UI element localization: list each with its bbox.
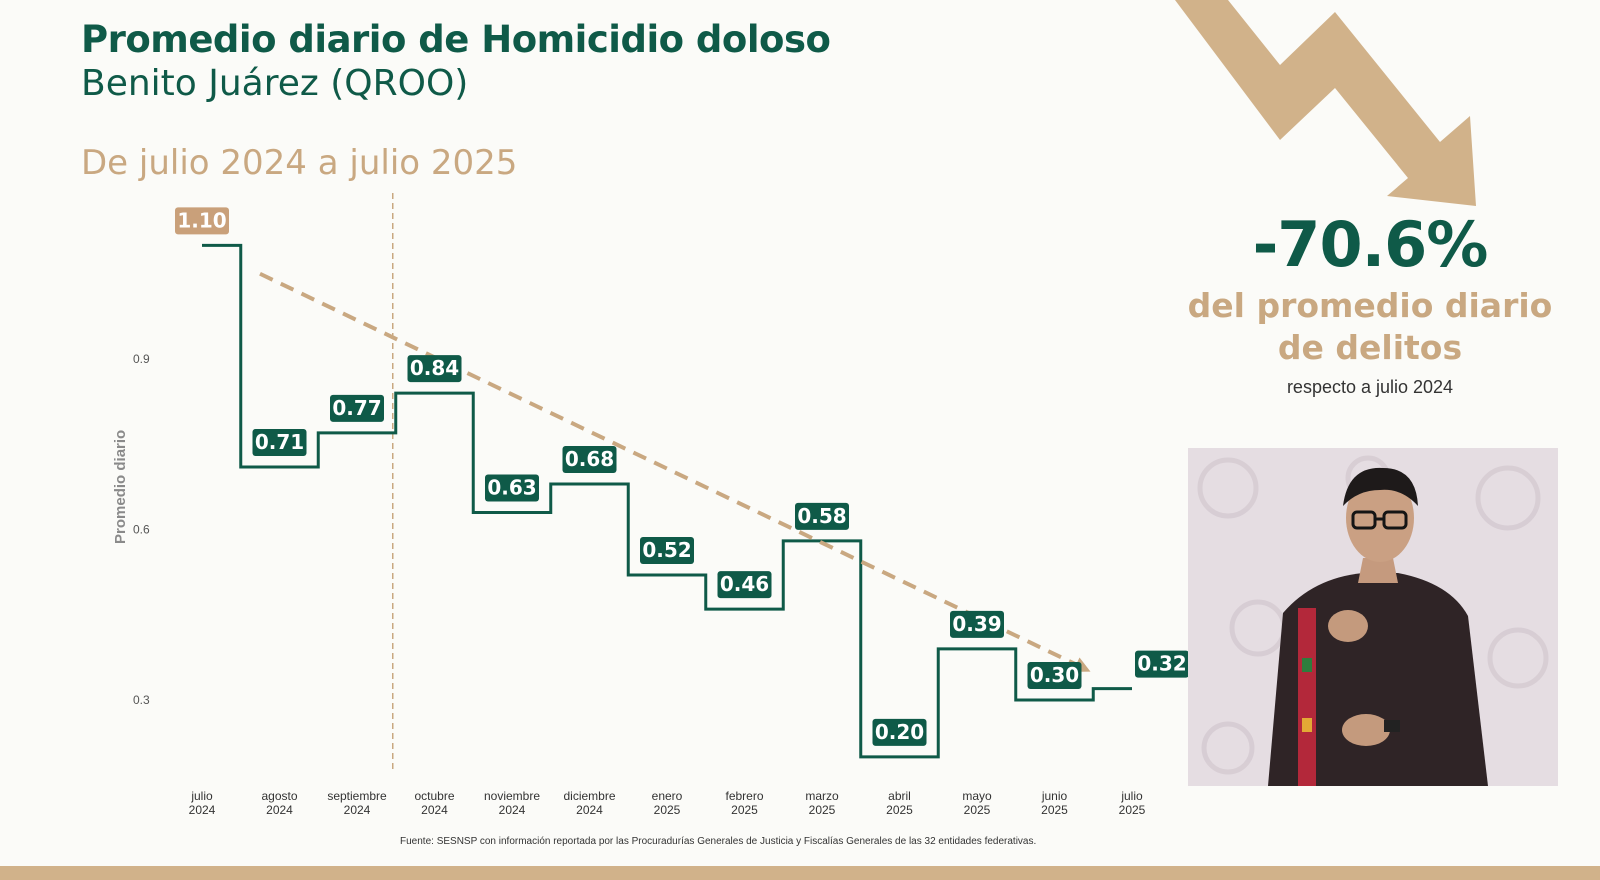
data-label: 0.71: [254, 429, 305, 454]
data-label: 0.52: [642, 537, 692, 562]
x-tick-label: febrero: [725, 789, 764, 803]
chart-subtitle: Benito Juárez (QROO): [81, 63, 469, 104]
x-tick-label: mayo: [962, 789, 992, 803]
y-tick-label: 0.6: [133, 522, 150, 537]
x-tick-label-year: 2024: [266, 803, 293, 817]
x-tick-label: agosto: [261, 789, 298, 803]
x-tick-label: julio: [191, 789, 213, 803]
data-label: 0.46: [719, 572, 770, 597]
x-tick-label: noviembre: [483, 789, 541, 803]
x-tick-label: octubre: [414, 789, 455, 803]
interpreter-image: [1188, 448, 1558, 786]
x-tick-label: enero: [651, 789, 683, 803]
x-tick-label-year: 2025: [1118, 803, 1146, 817]
data-label: 0.58: [797, 503, 847, 528]
x-tick-label: septiembre: [327, 789, 387, 803]
x-tick-label-year: 2024: [343, 803, 371, 817]
data-label: 0.32: [1137, 651, 1187, 676]
reduction-description: del promedio diario de delitos: [1187, 286, 1553, 367]
bottom-accent-bar: [0, 866, 1600, 880]
y-tick-label: 0.3: [133, 693, 150, 707]
x-tick-label-year: 2024: [498, 803, 526, 817]
x-tick-label: diciembre: [563, 789, 616, 803]
data-label: 0.30: [1029, 663, 1080, 687]
x-tick-label-year: 2025: [808, 803, 836, 817]
y-axis-label: Promedio diario: [112, 429, 129, 544]
x-tick-label: abril: [888, 789, 911, 803]
x-tick-label-year: 2025: [653, 803, 681, 817]
trend-line: [260, 274, 1081, 667]
x-tick-label-year: 2024: [576, 803, 603, 817]
x-tick-label-year: 2025: [1041, 803, 1068, 817]
series-step-line: [202, 245, 1132, 757]
source-note: Fuente: SESNSP con información reportada por las Procuradurías Generales de Justicia y Fiscalías Generales de las 32 entidades federativas.: [400, 836, 1037, 847]
data-label: 0.77: [332, 395, 382, 420]
x-tick-label-year: 2024: [188, 803, 216, 817]
data-label: 0.68: [564, 447, 615, 472]
x-tick-label-year: 2025: [886, 803, 913, 817]
trend-down-arrow-icon: [1175, 0, 1476, 206]
arrow-shape: [1175, 0, 1476, 206]
data-label: 0.63: [487, 475, 537, 500]
data-label: 0.20: [874, 719, 925, 744]
data-label: 1.10: [177, 208, 227, 233]
x-tick-label-year: 2025: [731, 803, 758, 817]
x-tick-label-year: 2025: [963, 803, 991, 817]
data-label: 0.84: [409, 356, 460, 381]
x-tick-label: julio: [1121, 789, 1143, 803]
x-tick-label: junio: [1041, 789, 1068, 803]
y-tick-label: 0.9: [133, 352, 150, 366]
reduction-note: respecto a julio 2024: [1286, 377, 1454, 397]
sign-language-interpreter: [1188, 448, 1558, 786]
x-tick-label: marzo: [805, 789, 839, 803]
period-label: De julio 2024 a julio 2025: [81, 143, 518, 183]
x-tick-label-year: 2024: [421, 803, 448, 817]
chart-title: Promedio diario de Homicidio doloso: [81, 18, 831, 61]
data-label: 0.39: [952, 611, 1002, 636]
reduction-percentage: -70.6%: [1252, 208, 1488, 281]
